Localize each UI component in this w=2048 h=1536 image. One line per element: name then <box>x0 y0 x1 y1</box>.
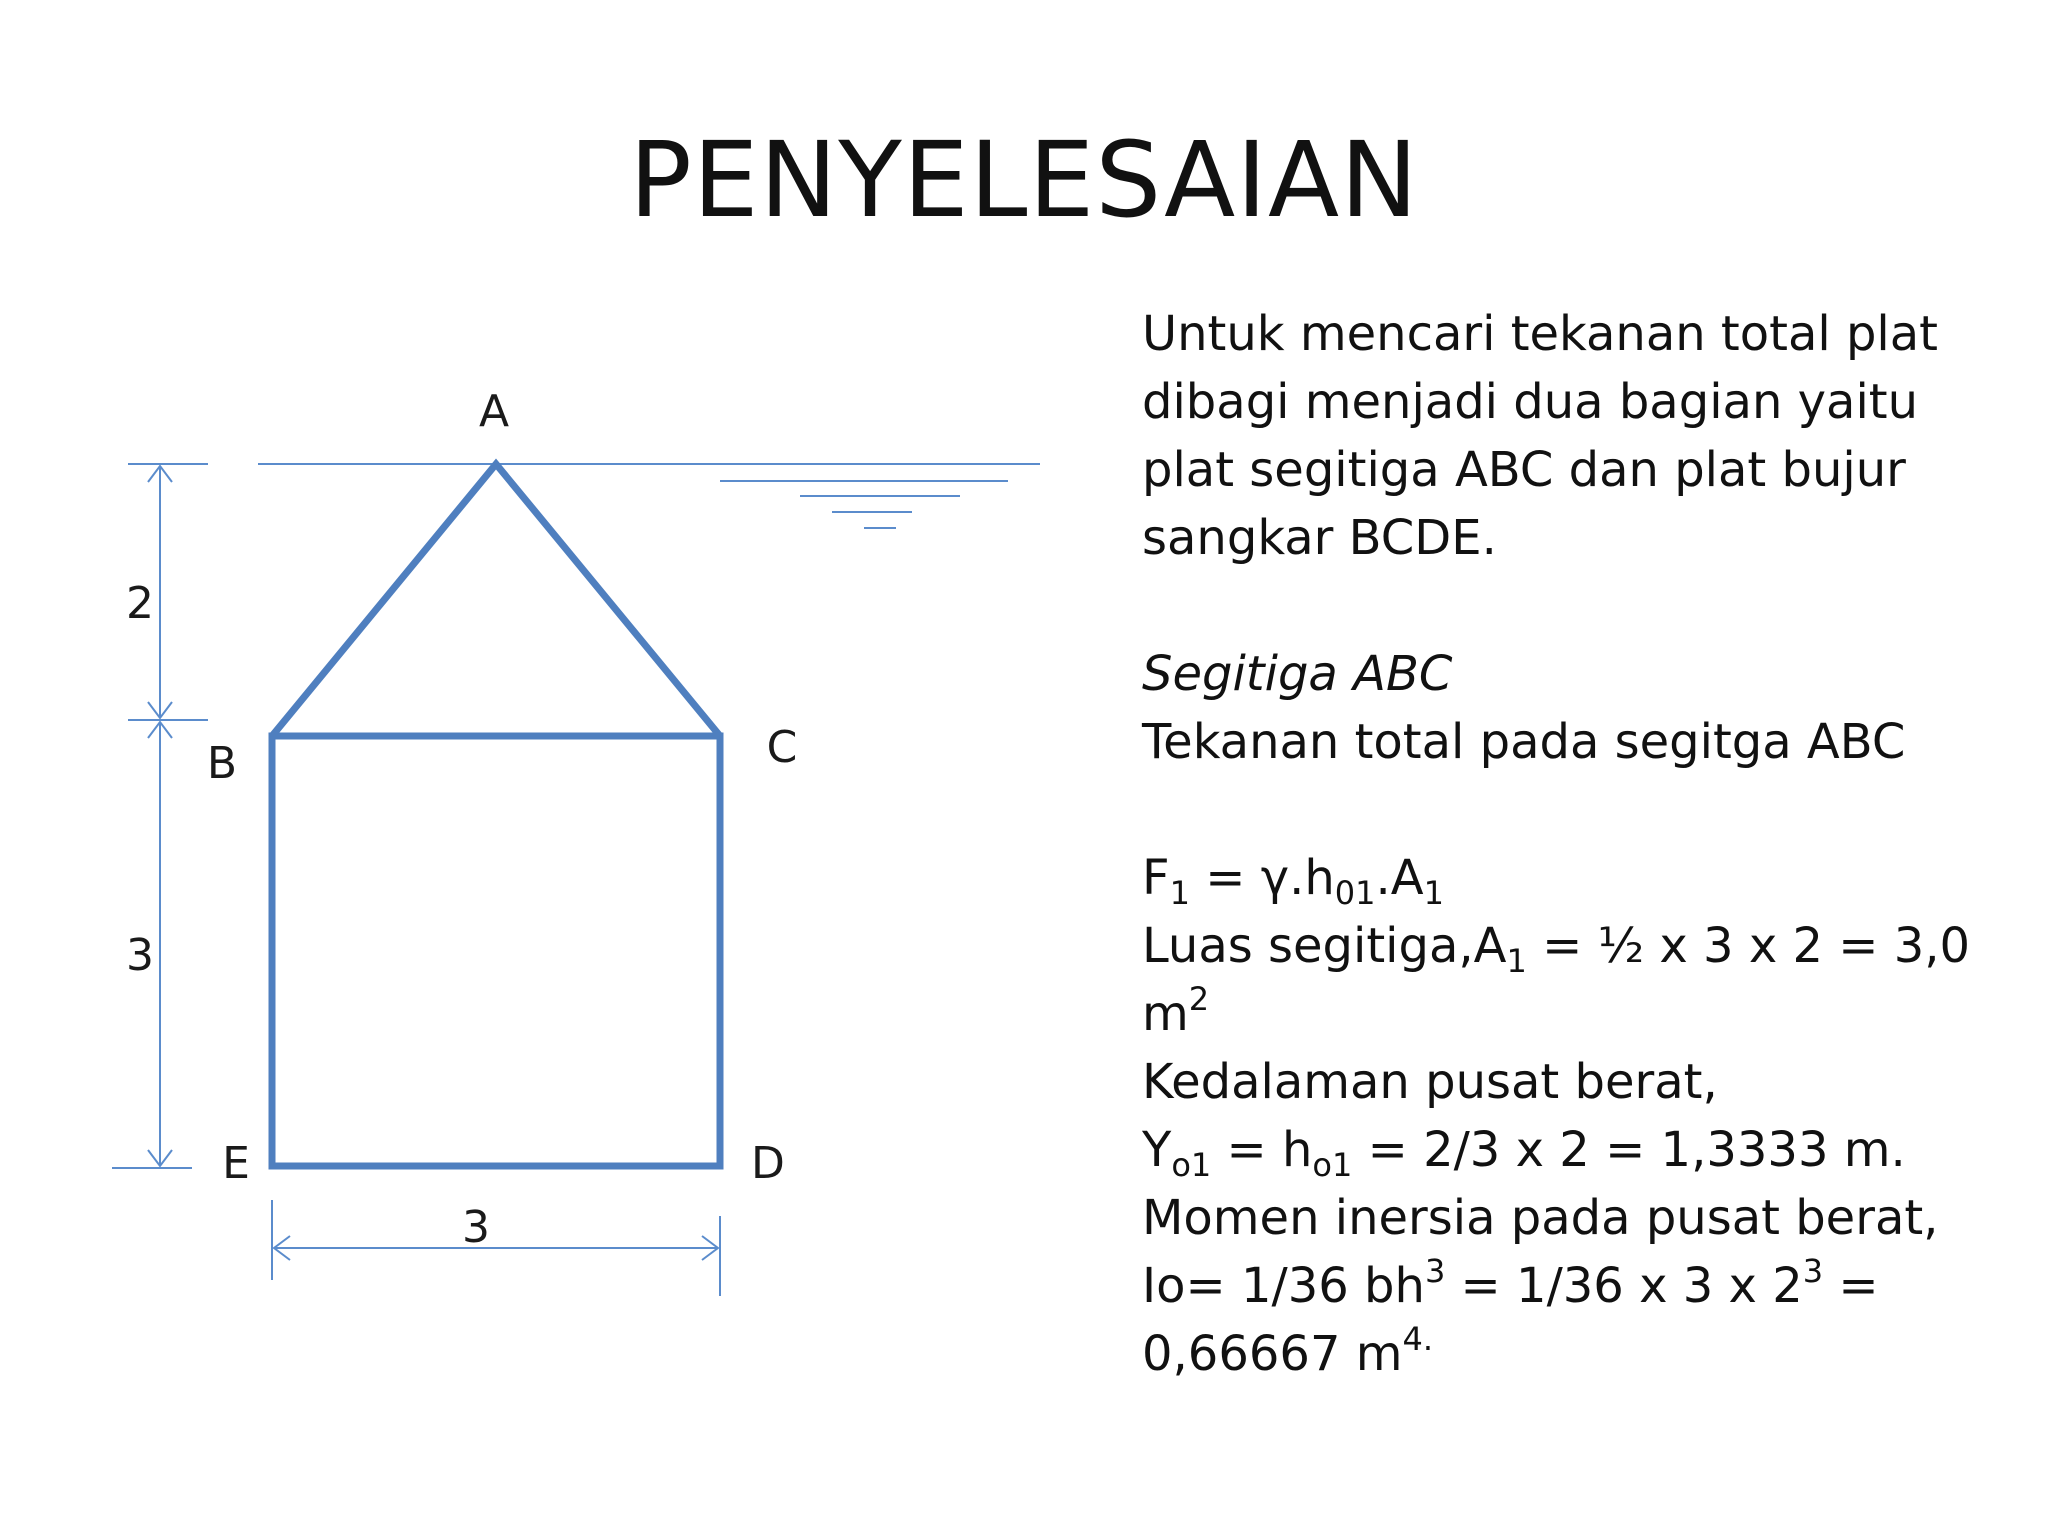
formula-f1-area: .A <box>1375 850 1424 906</box>
formula-kedalaman-post: = 2/3 x 2 = 1,3333 m. <box>1352 1122 1906 1178</box>
section-subtitle: Tekanan total pada segitga ABC <box>1142 714 1906 770</box>
point-label-a: A <box>478 386 510 437</box>
formula-kedalaman-y: Y <box>1142 1122 1172 1178</box>
formula-kedalaman-y-sub: o1 <box>1171 1146 1212 1184</box>
formula-kedalaman-h-sub: o1 <box>1312 1146 1353 1184</box>
formula-luas-pre: Luas segitiga,A <box>1142 918 1507 974</box>
intro-line-1: Untuk mencari tekanan total plat <box>1142 306 1938 362</box>
formula-f1-mid: = γ.h <box>1189 850 1335 906</box>
formula-momen <box>1142 1252 2012 1320</box>
dimension-label-square-width: 3 <box>462 1202 490 1253</box>
formula-f1-a-sub: 1 <box>1423 874 1444 912</box>
slide-title: PENYELESAIAN <box>629 119 1419 241</box>
momen-label: Momen inersia pada pusat berat, <box>1142 1190 1939 1246</box>
spacer <box>1142 776 2012 844</box>
point-label-b: B <box>206 738 238 789</box>
intro-line-2: dibagi menjadi dua bagian yaitu <box>1142 374 1919 430</box>
formula-luas-unit-sup: 2 <box>1188 980 1210 1018</box>
intro-line-3: plat segitiga ABC dan plat bujur <box>1142 442 1906 498</box>
formula-momen-mid: = 1/36 x 3 x 2 <box>1445 1258 1803 1314</box>
vertical-dimension <box>112 464 208 1168</box>
formula-f1-symbol: F <box>1142 850 1170 906</box>
section-title: Segitiga ABC <box>1142 646 1453 702</box>
formula-luas-unit-text: m <box>1142 986 1189 1042</box>
kedalaman-label: Kedalaman pusat berat, <box>1142 1054 1718 1110</box>
formula-momen-sup1: 3 <box>1424 1252 1446 1290</box>
formula-f1-sub: 1 <box>1169 874 1190 912</box>
horizontal-dimension <box>272 1200 720 1296</box>
point-label-d: D <box>751 1138 785 1189</box>
formula-kedalaman-eq: = h <box>1211 1122 1313 1178</box>
dimension-label-square-height: 3 <box>126 930 154 981</box>
intro-line-4: sangkar BCDE. <box>1142 510 1497 566</box>
formula-f1-h-sub: 01 <box>1334 874 1376 912</box>
dimension-label-triangle-height: 2 <box>126 578 154 629</box>
formula-momen-result <box>1142 1320 2012 1388</box>
formula-luas-unit <box>1142 980 2012 1048</box>
formula-momen-pre: Io= 1/36 bh <box>1142 1258 1425 1314</box>
formula-momen-post: = <box>1823 1258 1879 1314</box>
point-label-e: E <box>222 1138 250 1189</box>
formula-f1 <box>1142 844 2012 912</box>
formula-momen-value-sup: 4. <box>1402 1320 1434 1358</box>
explanation-text <box>1142 300 2012 1388</box>
formula-momen-sup2: 3 <box>1802 1252 1824 1290</box>
spacer <box>1142 572 2012 640</box>
formula-kedalaman <box>1142 1116 2012 1184</box>
square-bcde <box>272 736 720 1166</box>
formula-momen-value: 0,66667 m <box>1142 1326 1403 1382</box>
formula-luas <box>1142 912 2012 980</box>
water-surface-symbol <box>258 464 1040 528</box>
formula-luas-post: = ½ x 3 x 2 = 3,0 <box>1526 918 1971 974</box>
point-label-c: C <box>766 722 798 773</box>
triangle-abc <box>272 464 720 736</box>
formula-luas-sub: 1 <box>1506 942 1527 980</box>
